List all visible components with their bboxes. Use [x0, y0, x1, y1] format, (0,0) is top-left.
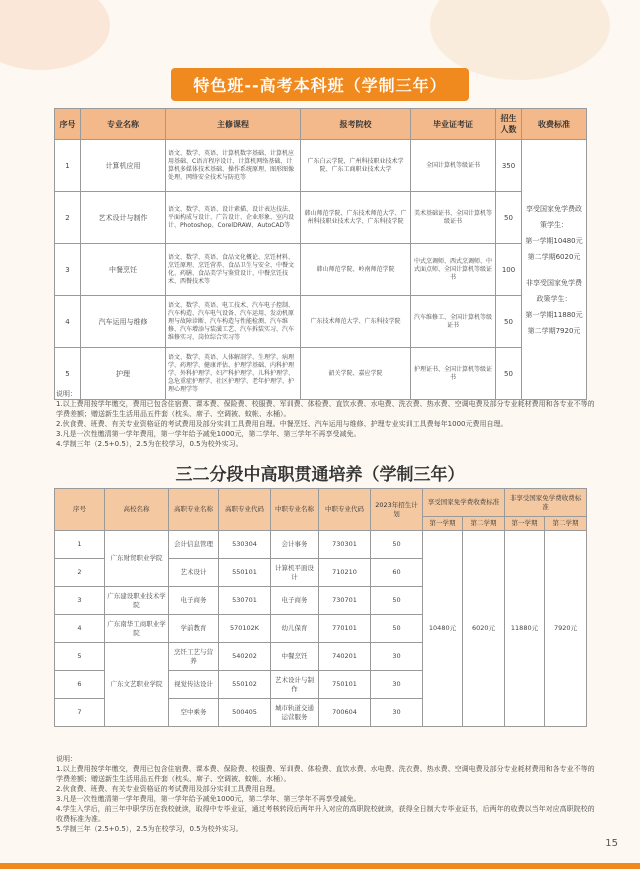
table-row: [55, 140, 587, 192]
row-plan: 30: [371, 699, 423, 727]
col-header: 报考院校: [301, 109, 411, 140]
col-header: 高职专业名称: [169, 489, 219, 531]
section2-table: [54, 488, 587, 727]
row-sv-name: 电子商务: [271, 587, 319, 615]
col-header: 第一学期: [423, 517, 463, 531]
row-schools: 韩山师范学院、广东技术师范大学、广州科技职业技术大学、广东科技学院: [301, 192, 411, 244]
table-row: [55, 244, 587, 296]
section1-title-wrap: [0, 68, 640, 101]
row-hv-name: 会计信息管理: [169, 531, 219, 559]
fee-line: 第二学期6020元: [527, 252, 581, 261]
note-item: 2.伙食费、班费、有关专业资格证的考试费用及部分实训工具费用自理。中餐烹饪、汽车运用与维修、护理专业实训工具费每年1000元费用自理。: [56, 420, 508, 428]
row-quota: 350: [496, 140, 522, 192]
col-header: 高校名称: [105, 489, 169, 531]
row-courses: 语文、数学、英语、计算机数字基础、计算机应用基础、C语言程序设计、计算机网络基础、计算机多媒体技术基础、操作系统原理、图形图像处理、网络安全技术与防范等: [166, 140, 301, 192]
row-hv-code: 500405: [219, 699, 271, 727]
fee-line: 第一学期10480元: [525, 236, 583, 245]
col-header: 2023年招生计划: [371, 489, 423, 531]
row-major: 护理: [81, 348, 166, 400]
notes-title: 说明：: [56, 390, 77, 398]
row-no: 7: [55, 699, 105, 727]
row-cert: 美术基础证书、全国计算机等级证书: [411, 192, 496, 244]
row-sv-name: 计算机平面设计: [271, 559, 319, 587]
row-no: 1: [55, 140, 81, 192]
row-courses: 语文、数学、英语、设计素描、设计表达技法、平面构成与设计、广告设计、企业形象、室内设计、Photoshop、CorelDRAW、AutoCAD等: [166, 192, 301, 244]
row-no: 4: [55, 615, 105, 643]
row-hv-name: 视觉传达设计: [169, 671, 219, 699]
col-header: 序号: [55, 109, 81, 140]
col-header: 高职专业代码: [219, 489, 271, 531]
row-cert: 护理证书、全国计算机等级证书: [411, 348, 496, 400]
row-hv-name: 烹饪工艺与营养: [169, 643, 219, 671]
row-no: 2: [55, 192, 81, 244]
row-hv-code: 530701: [219, 587, 271, 615]
row-hv-name: 空中乘务: [169, 699, 219, 727]
col-header: 毕业证考证: [411, 109, 496, 140]
fee-free-term1: 10480元: [423, 531, 463, 727]
table-row: [55, 296, 587, 348]
col-header: 享受国家免学费收费标准: [423, 489, 505, 517]
fee-standard-cell: [522, 140, 587, 400]
row-hv-name: 艺术设计: [169, 559, 219, 587]
col-header: 序号: [55, 489, 105, 531]
table-row: [55, 531, 587, 559]
col-header: 第二学期: [463, 517, 505, 531]
row-quota: 100: [496, 244, 522, 296]
row-plan: 50: [371, 615, 423, 643]
note-item: 4.学制三年（2.5+0.5），2.5为在校学习，0.5为校外实习。: [56, 440, 243, 448]
section2-notes: [56, 754, 596, 834]
col-header: 收费标准: [522, 109, 587, 140]
fee-line: 第一学期11880元: [525, 310, 583, 319]
row-major: 汽车运用与维修: [81, 296, 166, 348]
fee-free-term2: 6020元: [463, 531, 505, 727]
row-major: 艺术设计与制作: [81, 192, 166, 244]
row-schools: 韶关学院、嘉应学院: [301, 348, 411, 400]
row-sv-name: 艺术设计与制作: [271, 671, 319, 699]
col-header: 中职专业名称: [271, 489, 319, 531]
note-item: 2.伙食费、班费、有关专业资格证的考试费用及部分实训工具费用自理。: [56, 785, 280, 793]
row-hv-code: 550101: [219, 559, 271, 587]
note-item: 3.凡是一次性缴清第一学年费用，第一学年给予减免1000元，第二学年、第三学年不再享受减免。: [56, 430, 361, 438]
row-sv-name: 城市轨道交通运营服务: [271, 699, 319, 727]
note-item: 4.学生入学后，前三年中职学历在我校就读，取得中专毕业证，通过考核转段后两年升入对应的高职院校就读，获得全日制大专毕业证书，后两年的收费以当年对应高职院校的收费标准为准。: [56, 805, 595, 823]
row-sv-code: 750101: [319, 671, 371, 699]
fee-line: 第二学期7920元: [527, 326, 581, 335]
page-number: 15: [605, 838, 618, 849]
section1-table: [54, 108, 587, 400]
row-hv-code: 570102K: [219, 615, 271, 643]
row-courses: 语文、数学、英语、人体解剖学、生理学、病理学、药理学、健康评估、护理学基础、内科护理学、外科护理学、妇产科护理学、儿科护理学、急危重症护理学、社区护理学、老年护理学、护理心理学等: [166, 348, 301, 400]
row-sv-name: 中餐烹饪: [271, 643, 319, 671]
row-hv-name: 学前教育: [169, 615, 219, 643]
row-hv-code: 540202: [219, 643, 271, 671]
notes-title: 说明：: [56, 755, 77, 763]
table-header-row: [55, 489, 587, 517]
row-courses: 语文、数学、英语、电工技术、汽车电子控制、汽车构造、汽车电气设备、汽车运用、发动机原理与故障诊断、汽车构造与性能检测、汽车维修、汽车增添与装潢工艺、汽车拆装实习、汽车维修实习、岗位综合实习等: [166, 296, 301, 348]
row-plan: 50: [371, 587, 423, 615]
row-plan: 50: [371, 531, 423, 559]
row-college: 广东南华工商职业学院: [105, 615, 169, 643]
row-cert: 中式烹调师、西式烹调师、中式面点师、全国计算机等级证书: [411, 244, 496, 296]
row-schools: 韩山师范学院、岭南师范学院: [301, 244, 411, 296]
col-header: 招生人数: [496, 109, 522, 140]
row-sv-code: 770101: [319, 615, 371, 643]
col-header: 专业名称: [81, 109, 166, 140]
footer-bar: [0, 863, 640, 869]
note-item: 1.以上费用按学年缴交，费用已包含住宿费、课本费、保险费、校服费、军训费、体检费、直饮水费、水电费、洗衣费、热水费、空调电费及部分专业耗材费用和各专业不等的学费差额；赠送新生生活用品五件套（枕头、席子、空调被、蚊帐、水桶）。: [56, 400, 595, 418]
decor-petal-left: [0, 0, 110, 70]
row-sv-code: 730301: [319, 531, 371, 559]
col-header: 非享受国家免学费收费标准: [505, 489, 587, 517]
row-no: 3: [55, 587, 105, 615]
row-sv-code: 740201: [319, 643, 371, 671]
row-hv-code: 550102: [219, 671, 271, 699]
row-no: 2: [55, 559, 105, 587]
fee-line: 享受国家免学费政策学生：: [526, 204, 582, 229]
col-header: 第二学期: [545, 517, 587, 531]
row-college: 广东建设职业技术学院: [105, 587, 169, 615]
row-college: 广东文艺职业学院: [105, 643, 169, 727]
section1-notes: [56, 389, 596, 449]
row-cert: 汽车维修工、全国计算机等级证书: [411, 296, 496, 348]
row-no: 4: [55, 296, 81, 348]
note-item: 1.以上费用按学年缴交，费用已包含住宿费、课本费、保险费、校服费、军训费、体检费、直饮水费、水电费、洗衣费、热水费、空调电费及部分专业耗材费用和各专业不等的学费差额；赠送新生生活用品五件套（枕头、席子、空调被、蚊帐、水桶）。: [56, 765, 595, 783]
row-courses: 语文、数学、英语、食品文化概论、烹饪材料、烹饪原理、烹饪营养、食品卫生与安全、中餐文化、药膳、食品美学与鉴赏设计、中餐烹饪技术、西餐技术等: [166, 244, 301, 296]
table-row: [55, 192, 587, 244]
fee-line: 非享受国家免学费政策学生：: [526, 278, 582, 303]
row-no: 3: [55, 244, 81, 296]
row-sv-code: 730701: [319, 587, 371, 615]
row-quota: 50: [496, 192, 522, 244]
row-quota: 50: [496, 296, 522, 348]
fee-nofree-term1: 11880元: [505, 531, 545, 727]
fee-nofree-term2: 7920元: [545, 531, 587, 727]
row-no: 1: [55, 531, 105, 559]
row-no: 5: [55, 348, 81, 400]
note-item: 5.学制三年（2.5+0.5），2.5为在校学习，0.5为校外实习。: [56, 825, 243, 833]
row-sv-name: 幼儿保育: [271, 615, 319, 643]
row-quota: 50: [496, 348, 522, 400]
section1-title: 特色班--高考本科班（学制三年）: [171, 68, 468, 101]
row-cert: 全国计算机等级证书: [411, 140, 496, 192]
note-item: 3.凡是一次性缴清第一学年费用，第一学年给予减免1000元，第二学年、第三学年不再享受减免。: [56, 795, 361, 803]
row-no: 5: [55, 643, 105, 671]
row-major: 计算机应用: [81, 140, 166, 192]
col-header: 主修课程: [166, 109, 301, 140]
row-plan: 60: [371, 559, 423, 587]
row-sv-code: 700604: [319, 699, 371, 727]
table-header-row: [55, 109, 587, 140]
row-plan: 30: [371, 643, 423, 671]
row-sv-code: 710210: [319, 559, 371, 587]
row-plan: 30: [371, 671, 423, 699]
row-hv-name: 电子商务: [169, 587, 219, 615]
col-header: 中职专业代码: [319, 489, 371, 531]
row-hv-code: 530304: [219, 531, 271, 559]
row-major: 中餐烹饪: [81, 244, 166, 296]
row-sv-name: 会计事务: [271, 531, 319, 559]
section2-title: 三二分段中高职贯通培养（学制三年）: [175, 465, 465, 485]
row-college: 广东财贸职业学院: [105, 531, 169, 587]
col-header: 第一学期: [505, 517, 545, 531]
row-schools: 广东白云学院、广州科技职业技术学院、广东工商职业技术大学: [301, 140, 411, 192]
row-schools: 广东技术师范大学、广东科技学院: [301, 296, 411, 348]
row-no: 6: [55, 671, 105, 699]
